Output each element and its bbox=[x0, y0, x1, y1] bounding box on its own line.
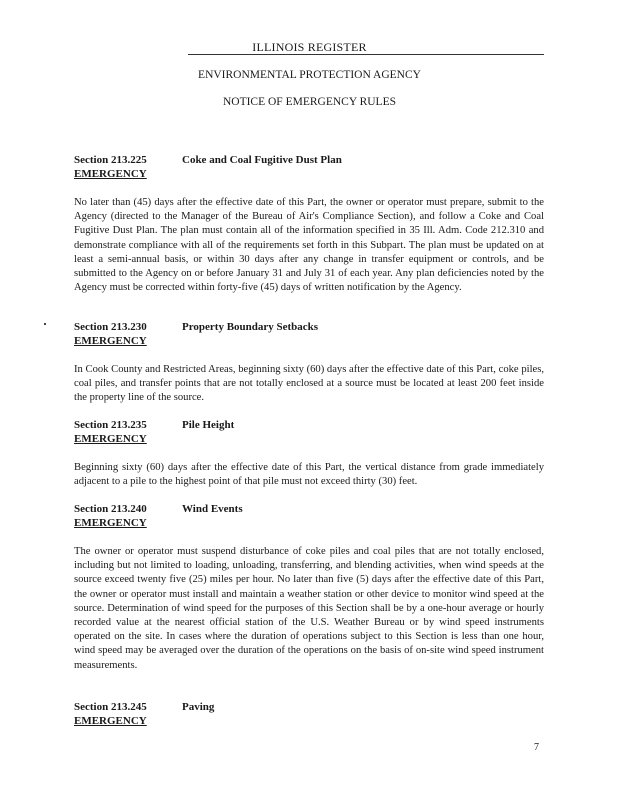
section-heading-213-245 bbox=[74, 700, 214, 714]
emergency-label: EMERGENCY bbox=[74, 335, 147, 347]
emergency-label: EMERGENCY bbox=[74, 433, 147, 445]
page-number: 7 bbox=[534, 742, 539, 753]
emergency-label: EMERGENCY bbox=[74, 715, 147, 727]
section-title: Property Boundary Setbacks bbox=[182, 321, 319, 333]
section-heading-213-230 bbox=[74, 320, 318, 334]
section-title: Wind Events bbox=[182, 503, 243, 515]
register-title: ILLINOIS REGISTER bbox=[252, 40, 367, 54]
notice-title: NOTICE OF EMERGENCY RULES bbox=[222, 96, 397, 108]
section-body-213-235: Beginning sixty (60) days after the effective date of this Part, the vertical distance from grade immediately adjacent to a pile to the highest point of that pile must not exceed thirty (30) feet. bbox=[74, 462, 544, 488]
section-number: Section 213.230 bbox=[74, 321, 147, 333]
emergency-label: EMERGENCY bbox=[74, 168, 147, 180]
section-title: Pile Height bbox=[182, 419, 235, 431]
section-number: Section 213.245 bbox=[74, 701, 147, 713]
emergency-label: EMERGENCY bbox=[74, 517, 147, 529]
section-heading-213-240 bbox=[74, 502, 243, 516]
section-number: Section 213.240 bbox=[74, 503, 147, 515]
section-body-213-225: No later than (45) days after the effective date of this Part, the owner or operator must prepare, submit to the Agency (directed to the Manager of the Bureau of Air's Compliance Section), and follow a Coke and Coal Fugitive Dust Plan. The plan must contain all of the information specified in 35 Ill. Adm. Code 212.310 and demonstrate compliance with all of the requirements set forth in this Subpart. The plan must be updated on at least a semi-annual basis, or within 30 days after any change in transfer equipment or controls, and be submitted to the Agency on or before January 31 and July 31 of each year. Any plan deficiencies noted by the Agency must be corrected within forty-five (45) days of written notification by the Agency. bbox=[74, 197, 544, 294]
section-title: Coke and Coal Fugitive Dust Plan bbox=[182, 154, 342, 166]
section-heading-213-235 bbox=[74, 418, 234, 432]
section-title: Paving bbox=[182, 701, 215, 713]
section-heading-213-225 bbox=[74, 153, 342, 167]
agency-name: ENVIRONMENTAL PROTECTION AGENCY bbox=[198, 69, 421, 81]
header-rule bbox=[188, 54, 544, 55]
scan-mark bbox=[44, 323, 46, 325]
section-body-213-240: The owner or operator must suspend disturbance of coke piles and coal piles that are not totally enclosed, including but not limited to loading, unloading, transferring, and blending activities, when wind speeds at the source exceed twenty five (25) miles per hour. No later than five (5) days after the effective date of this Part, the owner or operator must install and maintain a weather station or other device to monitor wind speed at the source. Determination of wind speed for the purposes of this Section shall be by a one-hour average or hourly recorded value at the nearest official station of the U.S. Weather Bureau or by wind speed instruments operated on the site. In cases where the duration of operations subject to this Section is less than one hour, wind speed may be averaged over the duration of the operations on the basis of on-site wind speed instrument measurements. bbox=[74, 546, 544, 671]
section-body-213-230: In Cook County and Restricted Areas, beginning sixty (60) days after the effective date of this Part, coke piles, coal piles, and transfer points that are not totally enclosed at a source must be located at least 200 feet inside the property line of the source. bbox=[74, 364, 544, 404]
section-number: Section 213.225 bbox=[74, 154, 147, 166]
section-number: Section 213.235 bbox=[74, 419, 147, 431]
